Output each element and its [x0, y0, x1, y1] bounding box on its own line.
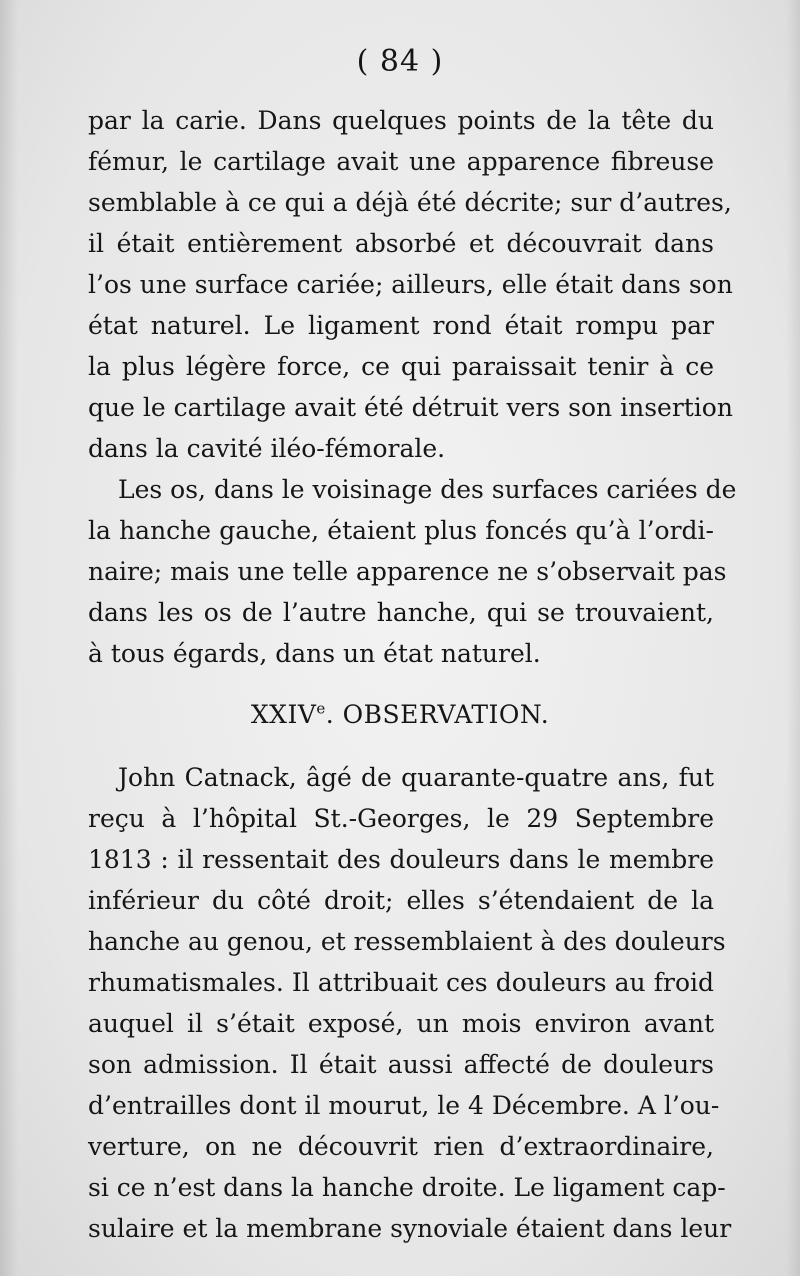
- text-line: sulaire et la membrane synoviale étaient dans leur: [88, 1214, 732, 1243]
- scan-shadow-left: [0, 0, 18, 1276]
- text-line: hanche au genou, et ressemblaient à des douleurs: [88, 927, 726, 956]
- scan-shadow-right: [786, 0, 800, 1276]
- text-line: son admission. Il était aussi affecté de douleurs: [88, 1050, 714, 1079]
- heading-numeral: XXIV: [250, 700, 317, 729]
- text-line: Les os, dans le voisinage des surfaces cariées de: [118, 475, 737, 504]
- text-line: la hanche gauche, étaient plus foncés qu’à l’ordi-: [88, 516, 714, 545]
- text-line: que le cartilage avait été détruit vers son insertion: [88, 393, 733, 422]
- text-line: reçu à l’hôpital St.-Georges, le 29 Septembre: [88, 804, 714, 833]
- text-line: à tous égards, dans un état naturel.: [88, 639, 541, 668]
- section-heading: [0, 694, 800, 735]
- page-number: ( 84 ): [356, 44, 444, 79]
- text-line: dans la cavité iléo-fémorale.: [88, 434, 446, 463]
- text-line: l’os une surface cariée; ailleurs, elle était dans son: [88, 270, 733, 299]
- text-line: auquel il s’était exposé, un mois environ avant: [88, 1009, 714, 1038]
- paragraph-3: [88, 757, 732, 1249]
- heading-title: . OBSERVATION.: [325, 700, 550, 729]
- paragraph-2: [88, 469, 737, 674]
- text-line: inférieur du côté droit; elles s’étendaient de la: [88, 886, 714, 915]
- text-line: dans les os de l’autre hanche, qui se trouvaient,: [88, 598, 714, 627]
- heading-superscript: e: [316, 699, 326, 718]
- text-line: semblable à ce qui a déjà été décrite; sur d’autres,: [88, 188, 732, 217]
- text-line: John Catnack, âgé de quarante-quatre ans, fut: [118, 763, 714, 792]
- paragraph-1: [88, 100, 733, 469]
- text-line: état naturel. Le ligament rond était rompu par: [88, 311, 714, 340]
- text-line: si ce n’est dans la hanche droite. Le ligament cap-: [88, 1173, 726, 1202]
- text-line: la plus légère force, ce qui paraissait tenir à ce: [88, 352, 714, 381]
- text-line: naire; mais une telle apparence ne s’observait pas: [88, 557, 727, 586]
- text-line: par la carie. Dans quelques points de la tête du: [88, 106, 714, 135]
- text-line: d’entrailles dont il mourut, le 4 Décembre. A l’ou-: [88, 1091, 720, 1120]
- text-line: il était entièrement absorbé et découvrait dans: [88, 229, 714, 258]
- text-line: 1813 : il ressentait des douleurs dans le membre: [88, 845, 714, 874]
- text-line: verture, on ne découvrit rien d’extraordinaire,: [88, 1132, 714, 1161]
- text-line: fémur, le cartilage avait une apparence fibreuse: [88, 147, 714, 176]
- text-line: rhumatismales. Il attribuait ces douleurs au froid: [88, 968, 714, 997]
